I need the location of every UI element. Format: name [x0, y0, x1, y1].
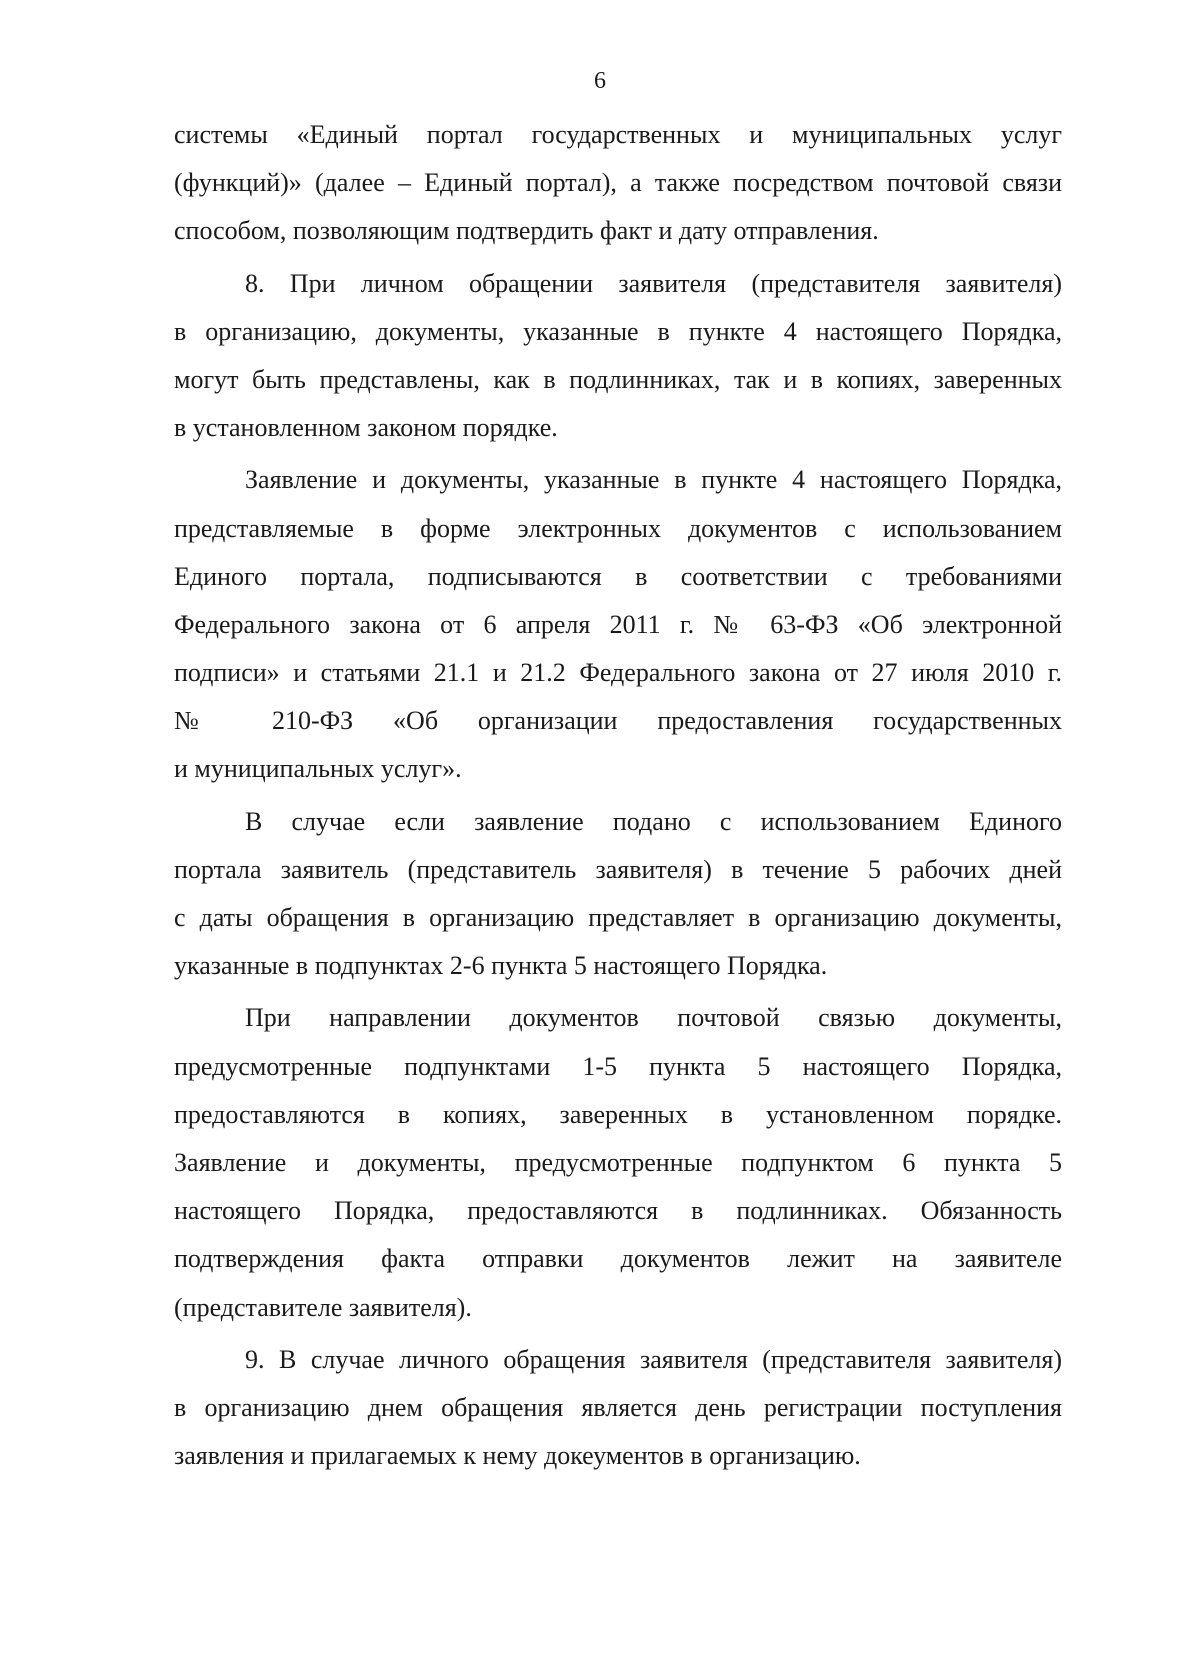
text-line: в организацию, документы, указанные в пункте 4 настоящего Порядка,	[174, 316, 1062, 346]
page-number: 6	[594, 68, 606, 94]
text-line: Единого портала, подписываются в соответствии с требованиями	[174, 561, 1062, 591]
text-line: в организацию днем обращения является день регистрации поступления	[174, 1392, 1062, 1422]
text-line: могут быть представлены, как в подлинниках, так и в копиях, заверенных	[174, 364, 1062, 394]
text-line: подтверждения факта отправки документов лежит на заявителе	[174, 1244, 1062, 1274]
text-line: 9. В случае личного обращения заявителя (представителя заявителя)	[245, 1344, 1062, 1374]
text-line: и муниципальных услуг».	[174, 754, 462, 784]
text-line: подписи» и статьями 21.1 и 21.2 Федерального закона от 27 июля 2010 г.	[174, 658, 1062, 688]
text-line: системы «Единый портал государственных и муниципальных услуг	[174, 120, 1062, 149]
text-line: При направлении документов почтовой связью документы,	[245, 1003, 1062, 1033]
paragraph	[174, 798, 1062, 991]
text-line: заявления и прилагаемых к нему докеументов в организацию.	[174, 1441, 861, 1471]
text-line: Заявление и документы, указанные в пункте 4 настоящего Порядка,	[245, 465, 1062, 495]
text-line: предусмотренные подпунктами 1-5 пункта 5 настоящего Порядка,	[174, 1051, 1062, 1081]
text-line: в установленном законом порядке.	[174, 413, 558, 443]
text-line: портала заявитель (представитель заявителя) в течение 5 рабочих дней	[174, 854, 1062, 884]
text-line: способом, позволяющим подтвердить факт и дату отправления.	[174, 216, 879, 246]
text-line: указанные в подпунктах 2-6 пункта 5 настоящего Порядка.	[174, 951, 828, 981]
text-line: с даты обращения в организацию представляет в организацию документы,	[174, 903, 1062, 932]
text-line: Федерального закона от 6 апреля 2011 г. № 63-ФЗ «Об электронной	[174, 609, 1062, 639]
text-line: представляемые в форме электронных документов с использованием	[174, 513, 1062, 543]
paragraph	[174, 1336, 1062, 1481]
document-body	[174, 111, 1062, 1480]
text-line: (представителе заявителя).	[174, 1292, 472, 1322]
text-line: № 210-ФЗ «Об организации предоставления государственных	[174, 706, 1062, 736]
text-line: настоящего Порядка, предоставляются в подлинниках. Обязанность	[174, 1196, 1062, 1226]
text-line: 8. При личном обращении заявителя (представителя заявителя)	[245, 268, 1062, 298]
text-line: (функций)» (далее – Единый портал), а также посредством почтовой связи	[174, 168, 1062, 198]
text-line: Заявление и документы, предусмотренные подпунктом 6 пункта 5	[174, 1147, 1062, 1177]
paragraph	[174, 456, 1062, 793]
paragraph	[174, 260, 1062, 453]
paragraph	[174, 111, 1062, 256]
text-line: В случае если заявление подано с использованием Единого	[245, 806, 1062, 836]
text-line: предоставляются в копиях, заверенных в установленном порядке.	[174, 1099, 1062, 1129]
paragraph	[174, 994, 1062, 1331]
